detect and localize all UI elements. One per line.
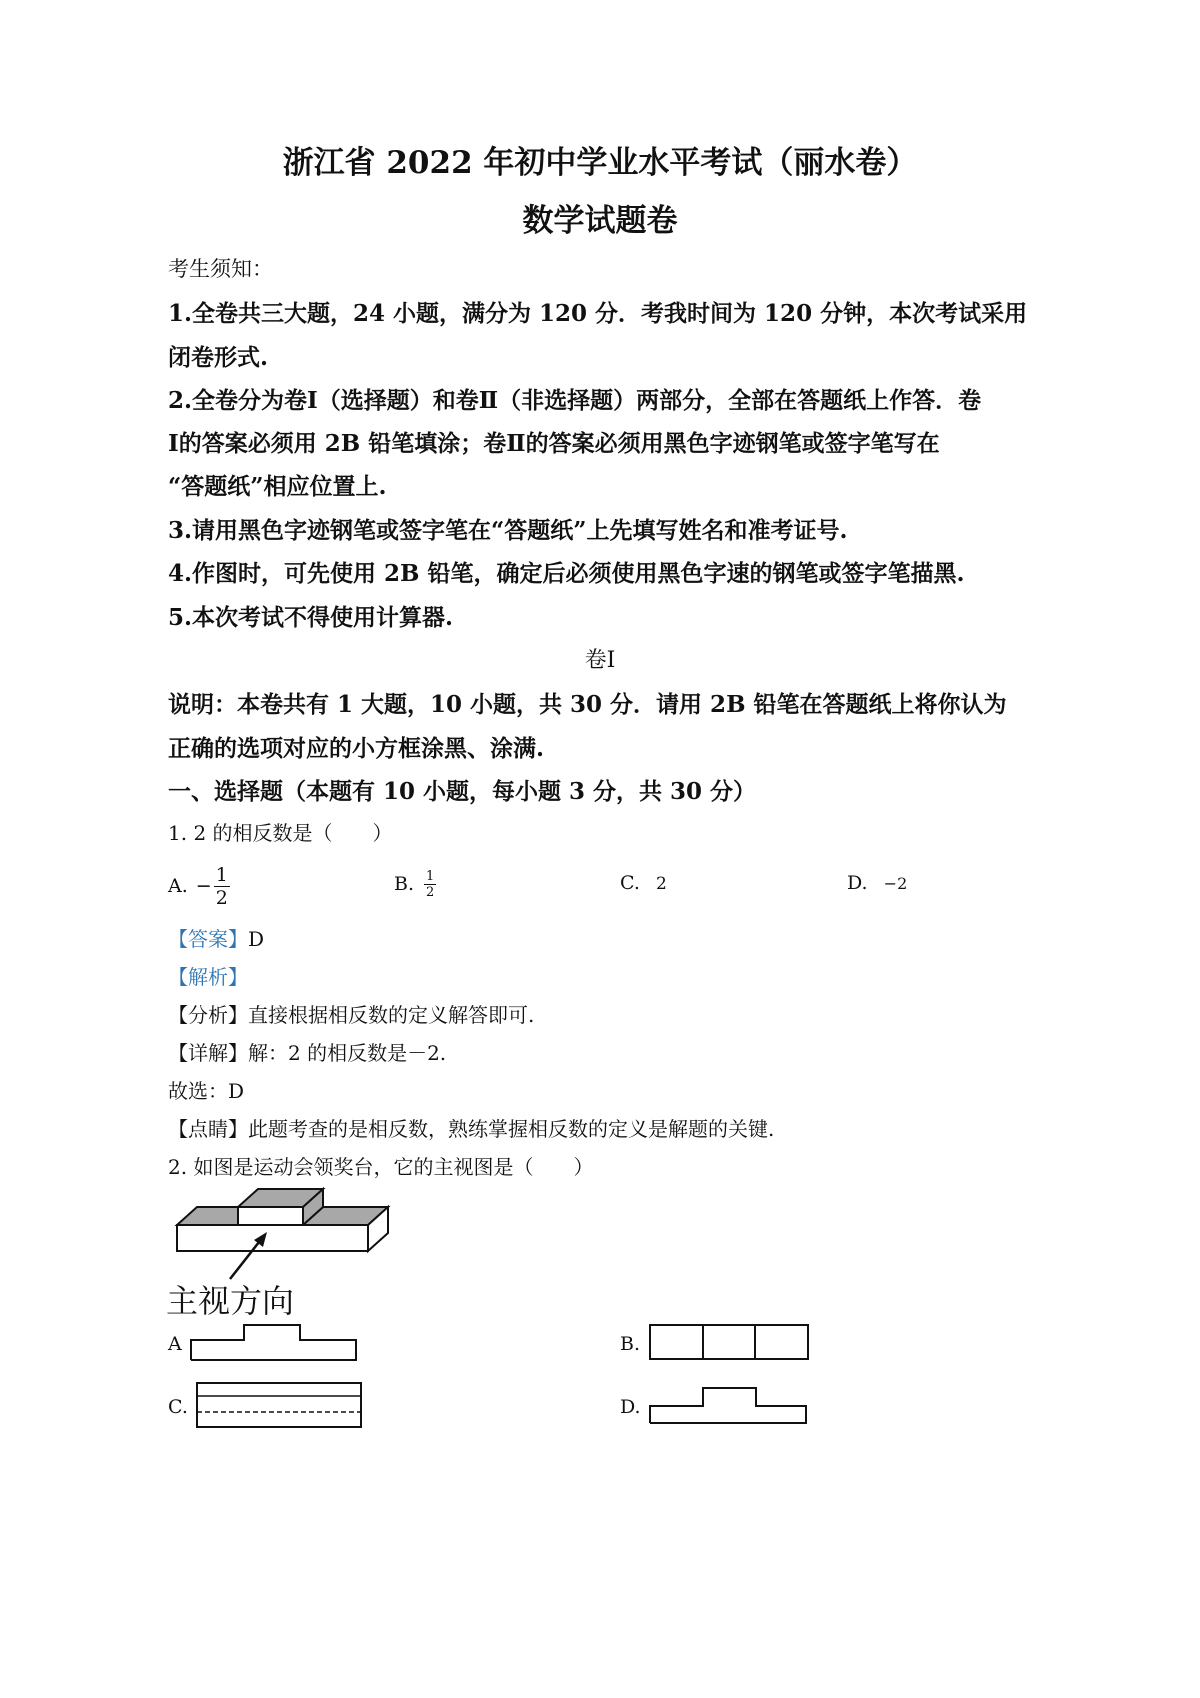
q1-guxuan: 故选：D [168,1079,245,1103]
q1-option-a-sign: − [195,875,212,897]
volume-label: 卷Ⅰ [584,648,616,673]
q1-option-b-numerator: 1 [426,868,435,884]
volume-desc-1: 说明：本卷共有 1 大题，10 小题，共 30 分．请用 2B 铅笔在答题纸上将你认为 [168,691,1007,718]
q1-option-b [394,862,436,906]
q1-option-c [620,872,667,894]
notice-item-2-cont: Ⅰ的答案必须用 2B 铅笔填涂；卷Ⅱ的答案必须用黑色字迹钢笔或签字笔写在 [168,430,940,457]
exam-subtitle: 数学试题卷 [522,203,678,239]
notice-item-1-cont: 闭卷形式. [168,344,269,371]
notice-item-3: 3.请用黑色字迹钢笔或签字笔在“答题纸”上先填写姓名和准考证号. [168,517,848,544]
q1-analysis-tag: 【解析】 [168,965,248,989]
notice-item-2: 2.全卷分为卷Ⅰ（选择题）和卷Ⅱ（非选择题）两部分，全部在答题纸上作答．卷 [168,387,982,414]
q1-option-a [168,860,230,912]
notice-item-4: 4.作图时，可先使用 2B 铅笔，确定后必须使用黑色字速的钢笔或签字笔描黑. [168,560,965,587]
q1-option-d-label: D. [847,872,868,894]
q1-option-a-label: A. [168,875,188,897]
q1-option-c-value: 2 [655,874,667,894]
podium-center-front [238,1207,303,1225]
view-direction-caption: 主视方向 [166,1282,295,1320]
q2-option-b-figure [649,1324,811,1362]
q2-option-d-figure [649,1386,811,1426]
notice-item-1: 1.全卷共三大题，24 小题，满分为 120 分．考我时间为 120 分钟，本次考试采用 [168,300,1028,327]
q2-option-c-figure [196,1382,364,1430]
podium-figure [168,1185,398,1285]
q1-dianjing: 【点睛】此题考查的是相反数，熟练掌握相反数的定义是解题的关键. [168,1117,775,1141]
q1-answer-tag: 【答案】 [168,927,248,951]
q1-option-a-denominator: 2 [215,886,228,909]
q1-option-b-label: B. [394,873,415,895]
q1-option-d [847,872,907,894]
q2-stem: 2. 如图是运动会领奖台，它的主视图是（ ） [168,1155,594,1179]
q1-answer-value: D [248,927,265,951]
q2-option-c-label: C. [168,1396,188,1418]
q1-option-b-fraction [424,869,436,900]
q1-xiangjie: 【详解】解：2 的相反数是－2. [168,1041,447,1065]
q1-option-b-denominator: 2 [426,884,435,900]
q1-option-a-fraction [214,864,230,909]
q2-option-b-label: B. [620,1333,641,1355]
q1-option-d-value: −2 [883,874,908,893]
q2-option-a-figure [190,1324,360,1362]
exam-title: 浙江省 2022 年初中学业水平考试（丽水卷） [282,145,918,181]
volume-desc-2: 正确的选项对应的小方框涂黑、涂满. [168,735,545,762]
q1-fenxi: 【分析】直接根据相反数的定义解答即可. [168,1003,535,1027]
q2-option-d-label: D. [620,1396,641,1418]
notice-heading: 考生须知： [168,257,273,281]
section-heading: 一、选择题（本题有 10 小题，每小题 3 分，共 30 分） [168,778,757,805]
podium-base-front [177,1225,368,1251]
q1-stem: 1. 2 的相反数是（ ） [168,821,393,845]
q1-option-c-label: C. [620,872,640,894]
notice-item-5: 5.本次考试不得使用计算器. [168,604,454,631]
q1-answer-line [168,923,264,952]
q1-option-a-numerator: 1 [215,863,228,886]
notice-item-2-cont2: “答题纸”相应位置上. [168,473,387,500]
q2-option-a-label: A [168,1333,182,1355]
